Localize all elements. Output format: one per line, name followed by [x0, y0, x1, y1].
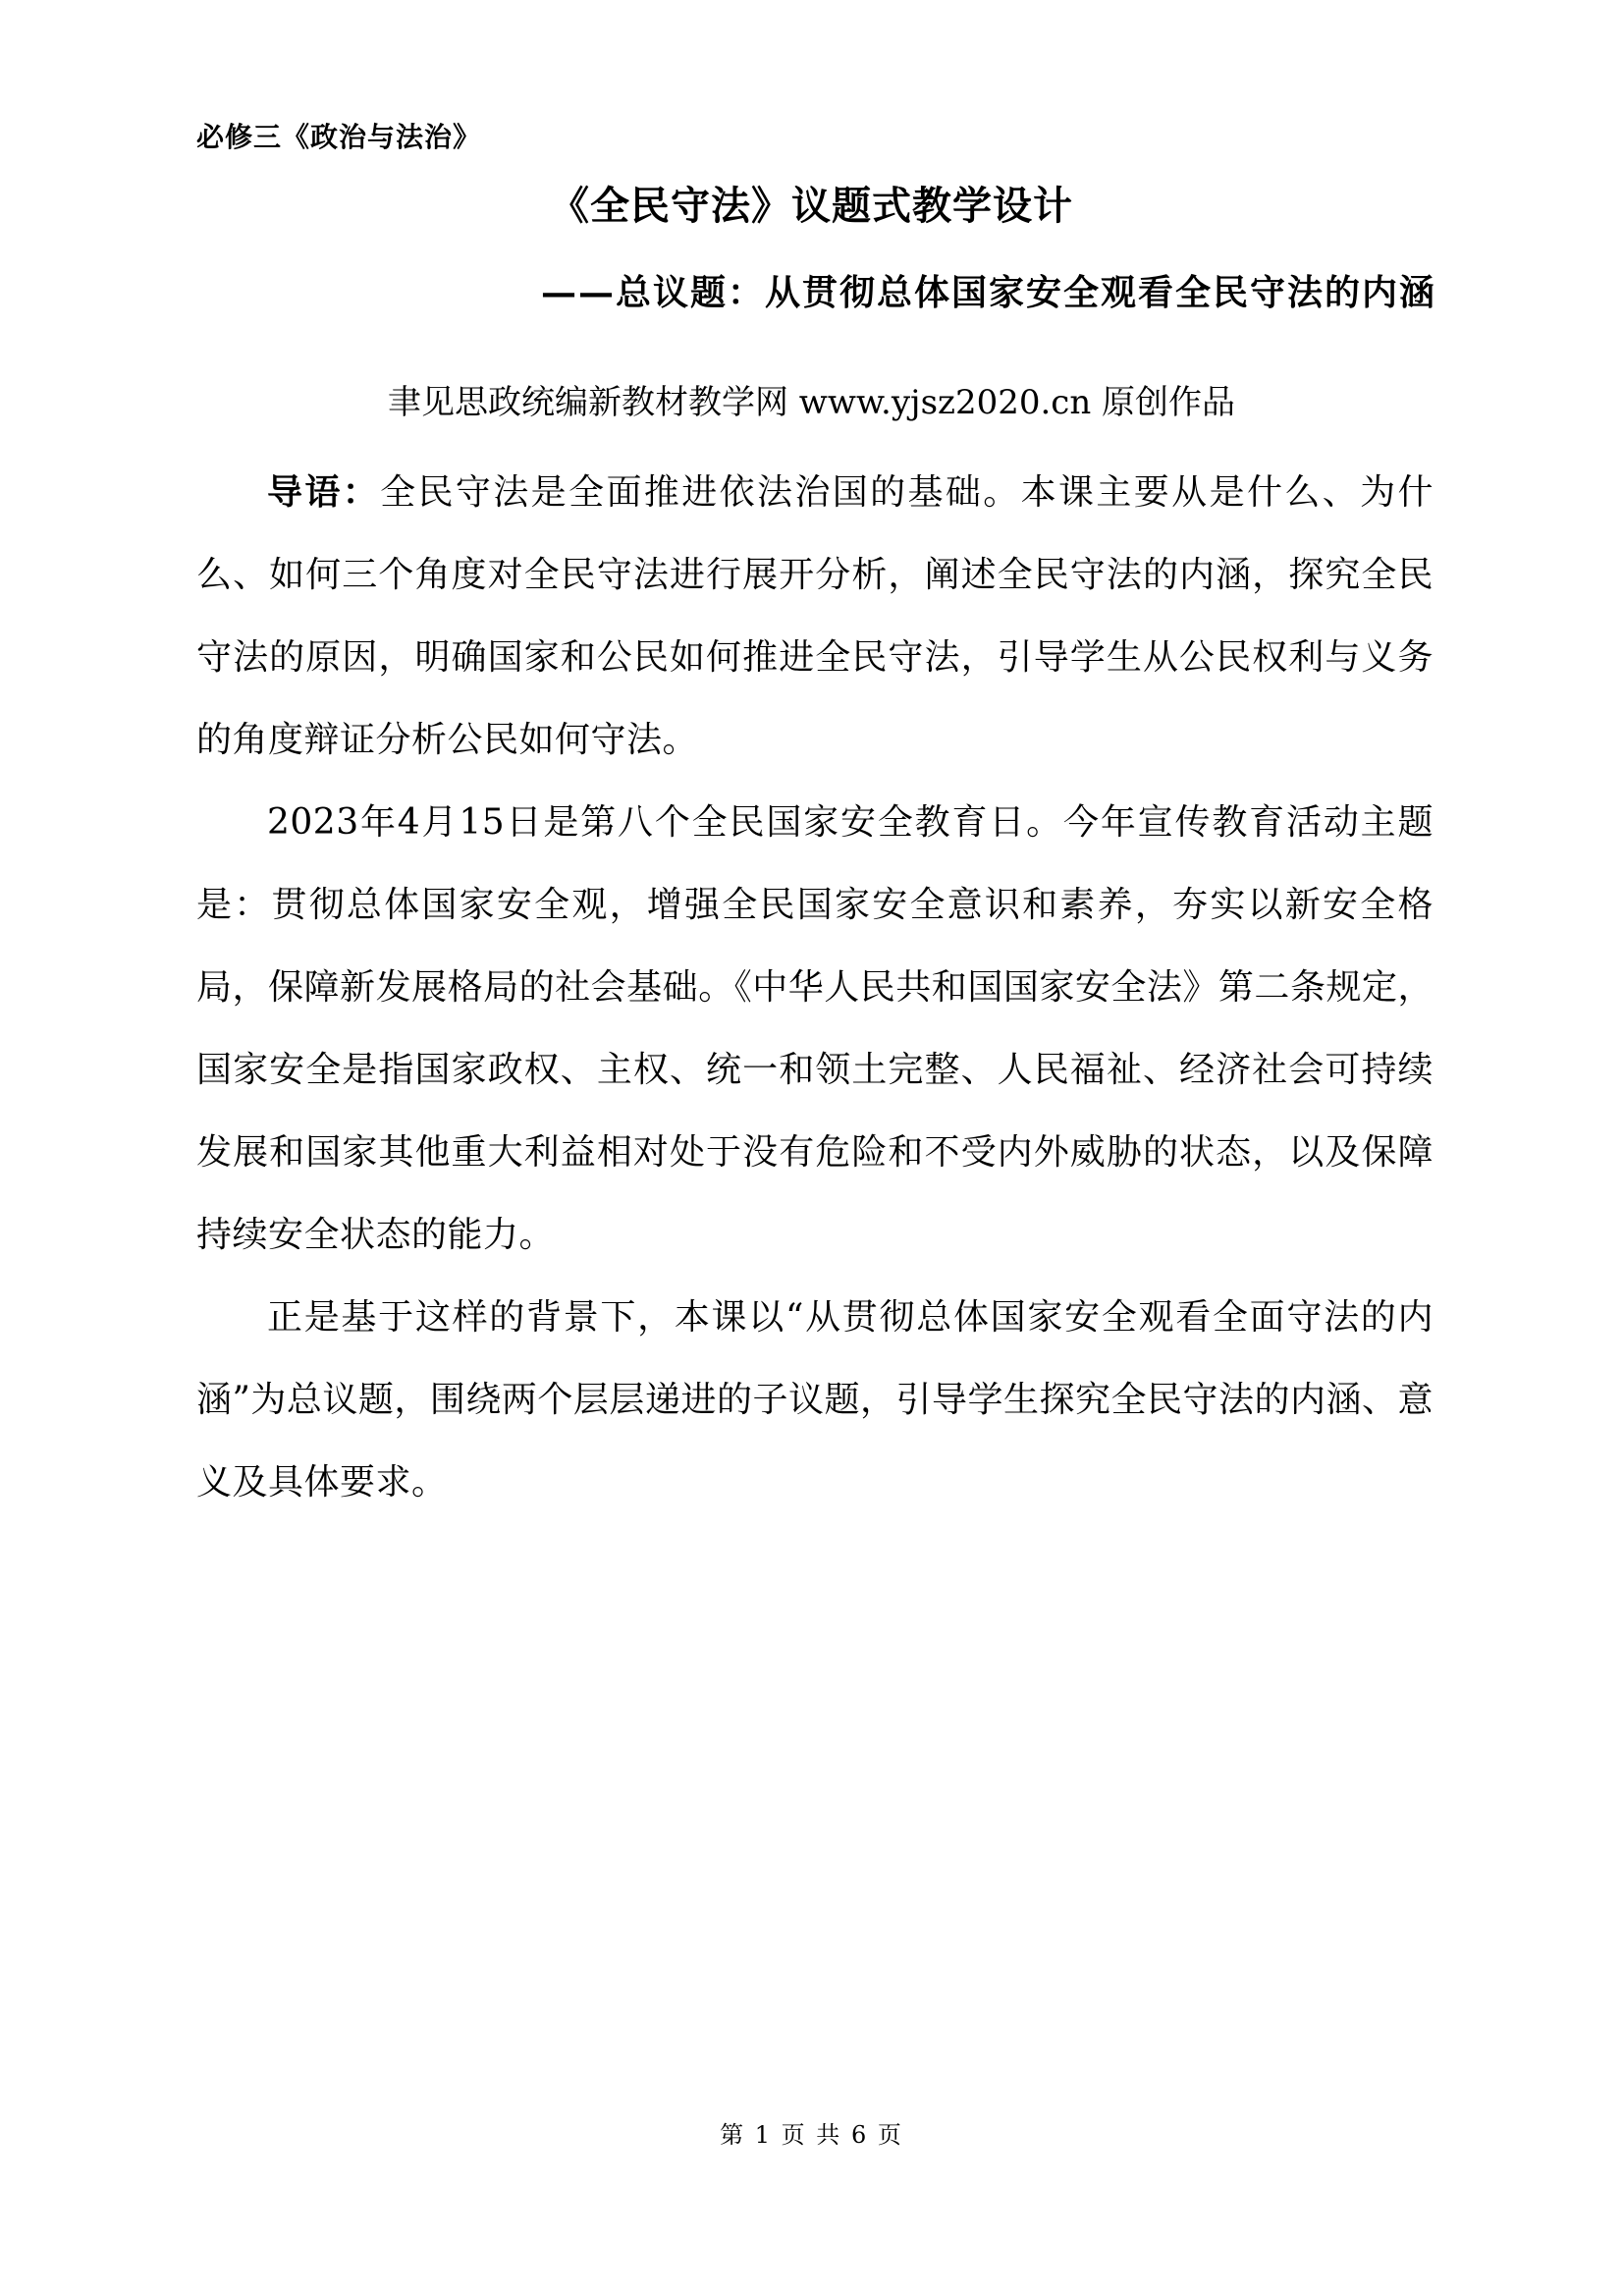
page-number: 第 1 页 共 6 页 — [720, 2121, 903, 2149]
intro-label: 导语： — [267, 472, 381, 513]
course-label: 必修三《政治与法治》 — [196, 121, 482, 153]
document-title: 《全民守法》议题式教学设计 — [550, 184, 1073, 229]
topic-paragraph: 正是基于这样的背景下，本课以“从贯彻总体国家安全观看全面守法的内涵”为总议题，围绕两个层层递进的子议题，引导学生探究全民守法的内涵、意义及具体要求。 — [196, 1297, 1434, 1503]
document-body — [196, 452, 1434, 1524]
intro-paragraph — [196, 452, 1434, 782]
document-subtitle: ——总议题：从贯彻总体国家安全观看全民守法的内涵 — [540, 272, 1436, 313]
source-attribution: 聿见思政统编新教材教学网 www.yjsz2020.cn 原创作品 — [387, 383, 1236, 422]
background-paragraph: 2023年4月15日是第八个全民国家安全教育日。今年宣传教育活动主题是：贯彻总体国家安全观，增强全民国家安全意识和素养，夯实以新安全格局，保障新发展格局的社会基础。《中华人民共和国国家安全法》第二条规定，国家安全是指国家政权、主权、统一和领土完整、人民福祉、经济社会可持续发展和国家其他重大利益相对处于没有危险和不受内外威胁的状态，以及保障持续安全状态的能力。 — [196, 802, 1434, 1255]
intro-text: 全民守法是全面推进依法治国的基础。本课主要从是什么、为什么、如何三个角度对全民守法进行展开分析，阐述全民守法的内涵，探究全民守法的原因，明确国家和公民如何推进全民守法，引导学生从公民权利与义务的角度辩证分析公民如何守法。 — [196, 472, 1434, 760]
